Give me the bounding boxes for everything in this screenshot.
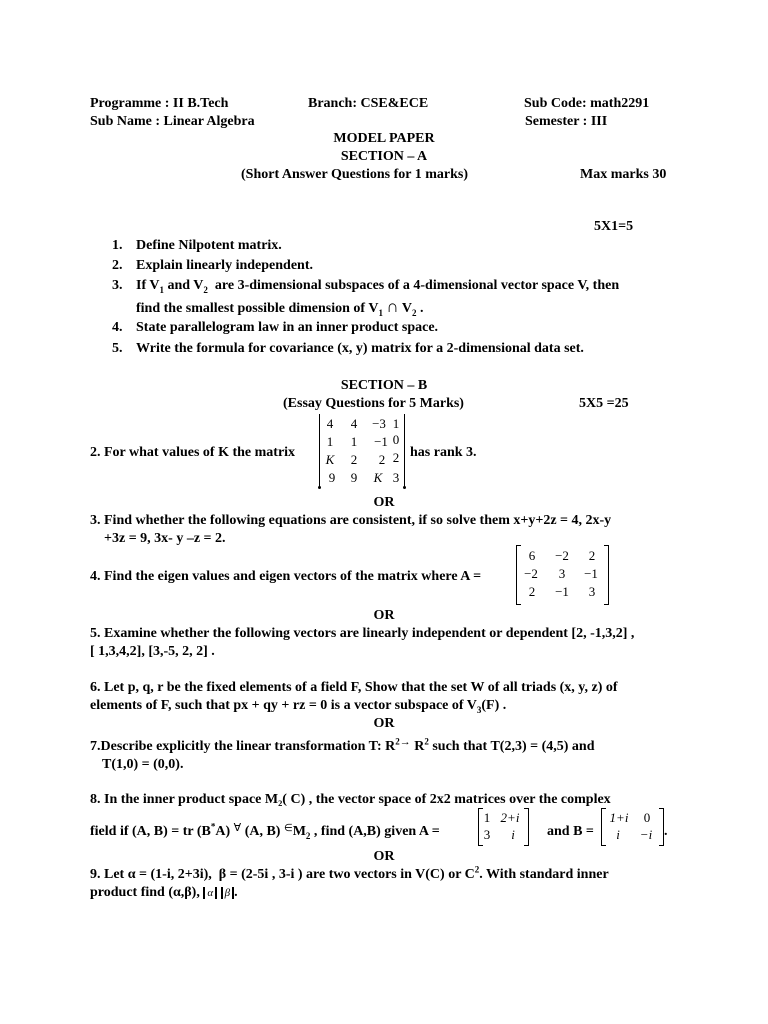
matrix-b-complex (605, 809, 659, 843)
matrix-cell: 2 (528, 584, 536, 599)
matrix-cell: −3 (372, 416, 386, 431)
matrix-cell: 1 (350, 434, 358, 449)
matrix-cell: 2 (588, 548, 596, 563)
question-b2-suffix: has rank 3. (410, 445, 477, 460)
question-b2-prefix: 2. For what values of K the matrix (90, 445, 296, 460)
matrix-cell: i (511, 827, 515, 842)
matrix-a-complex (482, 809, 524, 843)
sub-code-label: Sub Code: math2291 (524, 96, 650, 111)
question-b5-line2: [ 1,3,4,2], [3,-5, 2, 2] . (90, 644, 215, 659)
question-b6-line1: 6. Let p, q, r be the fixed elements of a field F, Show that the set W of all triads (x, y, z) of (90, 680, 618, 695)
section-b-title: SECTION – B (340, 378, 428, 393)
matrix-cell: 3 (558, 566, 566, 581)
matrix-cell: 1 (483, 810, 491, 825)
question-b7-line2: T(1,0) = (0,0). (102, 757, 184, 772)
matrix-cell: 2 (350, 452, 358, 467)
question-b5-line1: 5. Examine whether the following vectors are linearly independent or dependent [2, -1,3,2] , (90, 626, 635, 641)
question-a5: Write the formula for covariance (x, y) matrix for a 2-dimensional data set. (136, 341, 584, 356)
branch-label: Branch: CSE&ECE (308, 96, 429, 111)
programme-label: Programme : II B.Tech (90, 96, 229, 111)
question-b9-line1: 9. Let α = (1-i, 2+3i), β = (2-5i , 3-i ) are two vectors in V(C) or $C^2$. With standard inner (90, 864, 609, 882)
matrix-right-bracket (524, 808, 529, 846)
item-number: 5. (112, 341, 123, 356)
matrix-cell: 4 (326, 416, 334, 431)
question-b8-find: , find (A,B) given A = (313, 824, 440, 839)
or-separator: OR (373, 495, 395, 510)
question-a3-line2: find the smallest possible dimension of $V_1$ ∩ $V_2$ . (136, 297, 424, 318)
matrix-cell: K (325, 452, 335, 467)
matrix-cell: 9 (328, 470, 336, 485)
matrix-cell: 1 (392, 416, 400, 431)
matrix-cell: 2 (378, 452, 386, 467)
question-b7-line1: 7.Describe explicitly the linear transformation T: $R^{2\to}$ $R^2$ such that T(2,3) = (4,5) and (90, 736, 595, 754)
section-a-description: (Short Answer Questions for 1 marks) (241, 167, 468, 182)
semester-label: Semester : III (525, 114, 608, 129)
question-a4: State parallelogram law in an inner product space. (136, 320, 439, 335)
matrix-cell: 3 (392, 470, 400, 485)
question-a3-line1: If $V_1$ and $V_2$ are 3-dimensional subspaces of a 4-dimensional vector space V, then (136, 278, 620, 295)
item-number: 4. (112, 320, 123, 335)
question-b3-line1: 3. Find whether the following equations are consistent, if so solve them x+y+2z = 4, 2x-y (90, 513, 612, 528)
question-a1: Define Nilpotent matrix. (136, 238, 282, 253)
matrix-cell: 6 (528, 548, 536, 563)
question-b8-line1: 8. In the inner product space M₂( C) , the vector space of 2x2 matrices over the complex (90, 792, 611, 807)
question-b9-line2: product find (α,β), α β . (90, 885, 238, 900)
matrix-cell: 4 (350, 416, 358, 431)
matrix-cell: −i (639, 827, 653, 842)
question-b8-and-b: and B = (547, 824, 594, 839)
norm-beta: β (221, 887, 234, 899)
question-b6-line2: elements of F, such that px + qy + rz = 0 is a vector subspace of $V_3(F)$ . (90, 698, 507, 715)
or-separator: OR (373, 716, 395, 731)
section-a-marks: 5X1=5 (594, 219, 634, 234)
matrix-cell: −2 (524, 566, 538, 581)
matrix-cell: −1 (555, 584, 569, 599)
matrix-cell: −1 (584, 566, 598, 581)
matrix-cell: 1+i (609, 810, 629, 825)
norm-alpha: α (203, 887, 217, 899)
or-separator: OR (373, 849, 395, 864)
max-marks: Max marks 30 (580, 167, 667, 182)
matrix-cell: 3 (588, 584, 596, 599)
matrix-cell: K (373, 470, 383, 485)
matrix-cell: 1 (326, 434, 334, 449)
matrix-cell: 2 (392, 450, 400, 465)
matrix-cell: 2+i (500, 810, 520, 825)
matrix-a (520, 547, 604, 603)
question-a2: Explain linearly independent. (136, 258, 313, 273)
item-number: 2. (112, 258, 123, 273)
model-paper-title: MODEL PAPER (333, 131, 435, 146)
matrix-cell: 9 (350, 470, 358, 485)
matrix-cell: 0 (392, 432, 400, 447)
period: . (664, 824, 668, 839)
item-number: 1. (112, 238, 123, 253)
matrix-right-bracket (604, 545, 609, 605)
or-separator: OR (373, 608, 395, 623)
matrix-k (319, 415, 405, 487)
sub-name-label: Sub Name : Linear Algebra (90, 114, 255, 129)
section-b-marks: 5X5 =25 (579, 396, 629, 411)
item-number: 3. (112, 278, 123, 293)
question-b3-line2: +3z = 9, 3x- y –z = 2. (104, 531, 226, 546)
matrix-cell: −1 (374, 434, 388, 449)
matrix-cell: i (616, 827, 620, 842)
matrix-cell: 0 (643, 810, 651, 825)
matrix-cell: −2 (555, 548, 569, 563)
matrix-cell: 3 (483, 827, 491, 842)
question-b8-line2: field if (A, B) = tr (B*A) ∀ (A, B) $^\in M_2$ , find (A,B) given A = (90, 821, 440, 841)
section-a-title: SECTION – A (340, 149, 428, 164)
section-b-description: (Essay Questions for 5 Marks) (283, 396, 464, 411)
question-b4: 4. Find the eigen values and eigen vectors of the matrix where A = (90, 569, 482, 584)
